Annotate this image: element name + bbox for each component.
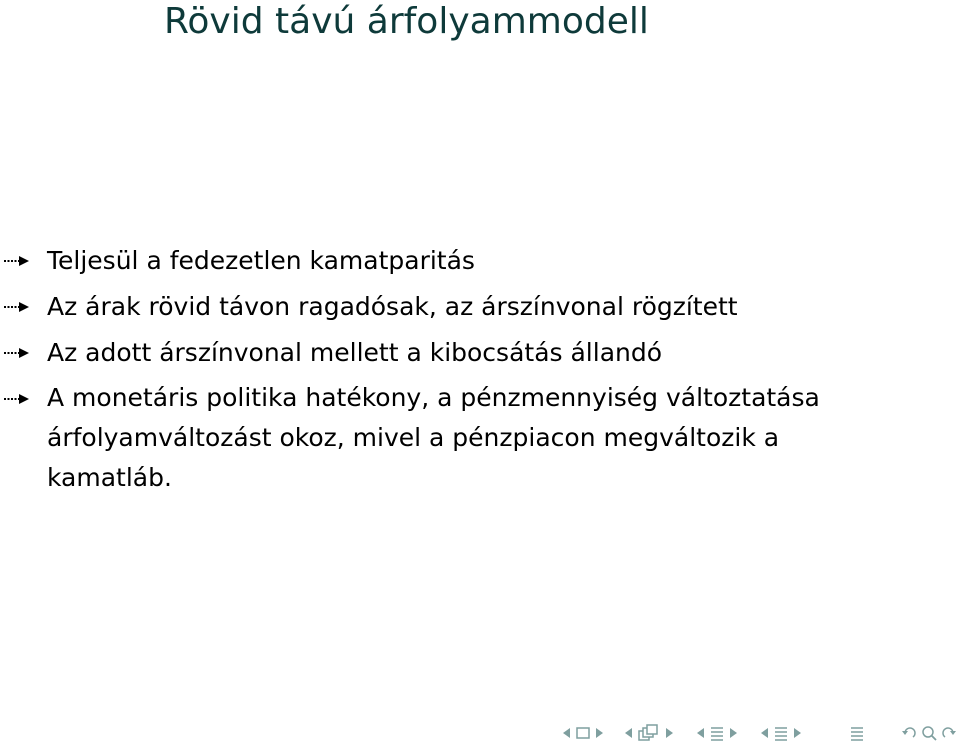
bullet-list <box>0 240 960 503</box>
arrow-bullet-icon <box>3 255 30 267</box>
nav-frame-prev-icon[interactable] <box>560 722 572 744</box>
nav-forward-icon[interactable] <box>940 722 958 744</box>
nav-back-icon[interactable] <box>900 722 918 744</box>
arrow-bullet-icon <box>3 393 30 405</box>
beamer-navigation-bar <box>0 722 960 744</box>
bullet-text-2: Az árak rövid távon ragadósak, az árszínvonal rögzített <box>47 292 738 321</box>
bullet-text-4: A monetáris politika hatékony, a pénzmennyiség változtatása árfolyamváltozást okoz, mivel a pénzpiacon megváltozik a kamatláb. <box>47 383 820 492</box>
bullet-text-1: Teljesül a fedezetlen kamatparitás <box>47 246 475 275</box>
nav-section-next-icon[interactable] <box>728 722 740 744</box>
nav-section-prev-icon[interactable] <box>694 722 706 744</box>
nav-appendix-icon[interactable] <box>848 722 866 744</box>
nav-section-icon[interactable] <box>708 722 726 744</box>
bullet-item-4 <box>0 378 960 498</box>
nav-subsection-icon[interactable] <box>636 722 662 744</box>
arrow-bullet-icon <box>3 301 30 313</box>
nav-frame-next-icon[interactable] <box>594 722 606 744</box>
bullet-item-2 <box>0 286 960 327</box>
nav-search-icon[interactable] <box>920 722 938 744</box>
nav-subsection-prev-icon[interactable] <box>622 722 634 744</box>
nav-frame-icon[interactable] <box>574 722 592 744</box>
bullet-text-3: Az adott árszínvonal mellett a kibocsátás állandó <box>47 338 663 367</box>
bullet-item-1 <box>0 240 960 281</box>
slide-title: Rövid távú árfolyammodell <box>164 1 649 42</box>
nav-doc-icon[interactable] <box>772 722 790 744</box>
bullet-item-3 <box>0 332 960 373</box>
nav-doc-next-icon[interactable] <box>792 722 804 744</box>
arrow-bullet-icon <box>3 347 30 359</box>
nav-doc-prev-icon[interactable] <box>758 722 770 744</box>
nav-subsection-next-icon[interactable] <box>664 722 676 744</box>
